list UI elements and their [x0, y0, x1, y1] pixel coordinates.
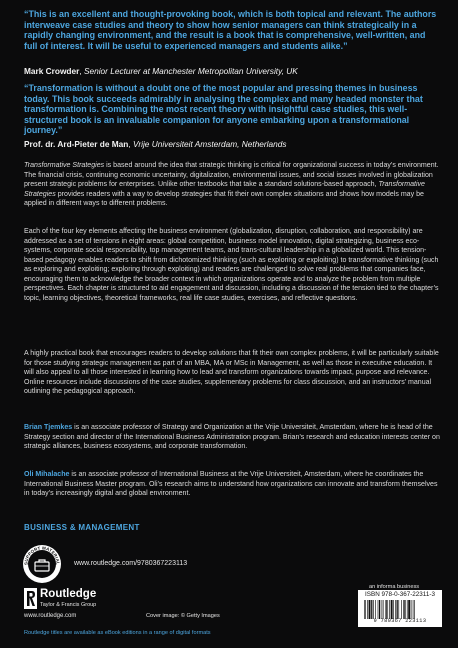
endorsement-quote-1: “This is an excellent and thought-provoking book, which is both topical and relevant. The authors interweave case studies and theory to show how senior managers can think strategically in a rapidly changing environment, and the result is a book that is comprehensive, well-written, and full of interest. It will be useful to experienced managers and students alike.” — [24, 9, 437, 51]
barcode-bar — [369, 600, 371, 619]
support-material-badge-icon — [22, 544, 62, 584]
barcode-bar — [371, 600, 372, 619]
barcode-bar — [393, 600, 394, 619]
endorsement-quote-2: “Transformation is without a doubt one of the most popular and pressing themes in business today. This book succeeds admirably in analysing the complex and many headed monster that transformation is. Combining the most recent theory with insightful case studies, this well-structured book is an invaluable companion for anyone embarking upon a transformational journey.” — [24, 83, 423, 136]
barcode-bar — [408, 600, 410, 619]
barcode-bar — [401, 600, 402, 619]
barcode-bar — [411, 600, 412, 619]
book-url[interactable]: www.routledge.com/9780367223113 — [74, 560, 188, 567]
publisher-subtitle: Taylor & Francis Group — [40, 602, 97, 608]
author-name-2: Oli Mihalache — [24, 471, 70, 478]
barcode — [364, 600, 436, 619]
author-name-1: Brian Tjemkes — [24, 424, 73, 431]
description-paragraph-1 — [24, 161, 440, 209]
description-paragraph-2: Each of the four key elements affecting the business environment (globalization, disruption, collaboration, and responsibility) are addressed as a set of tensions in eight areas: global competition, business model innovation, digital strategizing, business eco-systems, corporate social responsibility, top management teams, and trans-cultural leadership in a globalized world. This tension-based pedagogy enables readers to shift from dichotomized thinking (such as exploring or exploiting) to transformative thinking (such as exploring and exploiting; exploring through exploiting) and readers are challenged to solve real problems that companies face, encouraging them to acknowledge the broader context in which organizations operate and to analyze the problem from multiple perspectives. Each chapter is structured to aid engagement and discussion, including a discussion of the tension tied to the chapter’s topic, learning objectives, theoretical frameworks, real life case studies, exercises, and reflective questions. — [24, 228, 439, 302]
endorser-name-2: Prof. dr. Ard-Pieter de Man — [24, 139, 129, 149]
author-bio-1 — [24, 423, 440, 452]
publisher-url[interactable]: www.routledge.com — [24, 613, 77, 619]
barcode-bar — [397, 600, 398, 619]
badge-text: SUPPORT MATERIAL — [23, 545, 61, 566]
book-title-ref: Transformative Strategies — [24, 162, 105, 169]
barcode-bar — [367, 600, 368, 619]
endorser-title-1: Senior Lecturer at Manchester Metropolitan University, UK — [83, 66, 298, 76]
barcode-bar — [389, 600, 390, 619]
endorsement-attribution-1: Mark Crowder, Senior Lecturer at Manchester Metropolitan University, UK — [24, 66, 298, 76]
barcode-bar — [395, 600, 396, 619]
endorser-title-2: Vrije Universiteit Amsterdam, Netherlands — [132, 139, 287, 149]
barcode-bar — [378, 600, 379, 619]
barcode-bar — [403, 600, 404, 619]
cover-credit: Cover image: © Getty Images — [146, 613, 220, 619]
barcode-bar — [387, 600, 388, 619]
barcode-bar — [407, 600, 408, 619]
barcode-number: 9 780367 223113 — [373, 618, 427, 624]
isbn: ISBN 978-0-367-22311-3 — [365, 591, 435, 598]
description-text: provides readers with a way to develop strategies that fit their own complex situations and shows how models may be applied in different ways to different problems. — [24, 190, 424, 208]
description-text: is based around the idea that strategic thinking is critical for organizational success in today’s environment. The financial crisis, continuing economic uncertainty, digitalization, environmental issues, and social issues involved in globalization present strategic problems for enterprises. Unlike other textbooks that take a standard solutions-based approach, — [24, 162, 439, 189]
book-title-ref: Transformative Strategies — [24, 181, 425, 198]
footer-note: Routledge titles are available as eBook editions in a range of digital formats — [24, 630, 211, 636]
author-bio-text-1: is an associate professor of Strategy and Organization at the Vrije Universiteit, Amsterdam, where he is head of the Strategy section and director of the International Business Administration program. Brian’s research and education interests center on strategic alliances, business ecosystems, and corporate transformation. — [24, 424, 440, 451]
subject-category: BUSINESS & MANAGEMENT — [24, 523, 140, 532]
barcode-bar — [382, 600, 383, 619]
barcode-bar — [404, 600, 405, 619]
informa-tagline: an informa business — [369, 584, 420, 590]
description-paragraph-3: A highly practical book that encourages readers to develop solutions that fit their own complex problems, it will be particularly suitable for those studying strategic management as part of an MBA, MA or MSc in Management, as well as those in executive education. It will also appeal to all those interested in learning how to lead and transform organizations towards impact, purpose and relevance. Online resources include discussions of the case studies, supplementary problems for class discussion, and an instructors’ manual outlining the pedagogical approach. — [24, 350, 439, 396]
author-bio-text-2: is an associate professor of International Business at the Vrije Universiteit, Amsterdam, where he coordinates the International Business Master program. Oli’s research aims to understand how organizations can innovate and transform themselves in today’s increasingly digital and global environment. — [24, 471, 438, 498]
barcode-bar — [375, 600, 376, 619]
barcode-bar — [379, 600, 380, 619]
routledge-logo-icon — [24, 588, 37, 609]
endorser-name-1: Mark Crowder — [24, 66, 80, 76]
barcode-bar — [365, 600, 366, 619]
barcode-bar — [373, 600, 374, 619]
endorsement-attribution-2: Prof. dr. Ard-Pieter de Man, Vrije Universiteit Amsterdam, Netherlands — [24, 139, 287, 149]
barcode-bar — [391, 600, 393, 619]
barcode-bar — [413, 600, 414, 619]
barcode-panel — [358, 590, 442, 627]
barcode-bar — [398, 600, 399, 619]
barcode-bar — [385, 600, 386, 619]
barcode-bar — [383, 600, 384, 619]
author-bio-2 — [24, 470, 440, 499]
barcode-bar — [364, 600, 365, 619]
barcode-bar — [414, 600, 415, 619]
publisher-name: Routledge — [40, 588, 97, 600]
